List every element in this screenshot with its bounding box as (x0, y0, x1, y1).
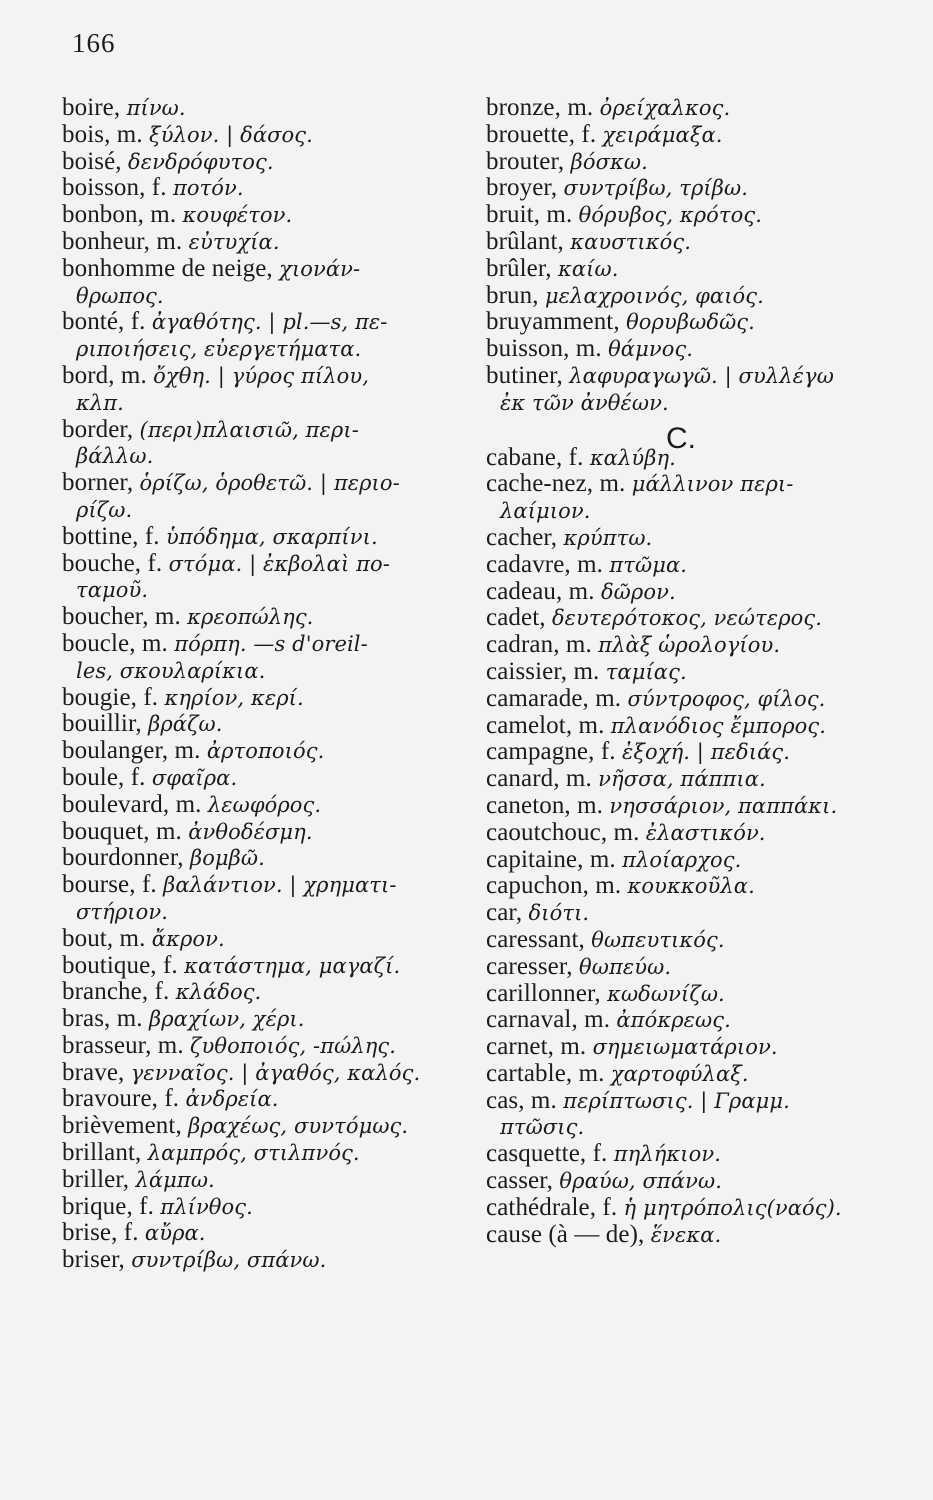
translation: ἀρτοποιός. (206, 739, 325, 764)
translation: ὑπόδημα, σκαρπίνι. (165, 524, 378, 549)
dictionary-entry (486, 847, 901, 874)
translation: πηλήκιον. (613, 1142, 721, 1167)
headword: camelot, m. (486, 711, 611, 739)
dictionary-entry (486, 202, 901, 229)
dictionary-entry (62, 470, 467, 497)
headword: buisson, m. (486, 335, 609, 363)
headword: caoutchouc, m. (486, 818, 646, 846)
translation: βομβῶ. (189, 846, 265, 871)
translation: λαφυραγωγῶ. | συλλέγω (569, 363, 834, 388)
translation: χιονάν- (279, 256, 361, 281)
translation: ριποιήσεις, εὐεργετήματα. (76, 337, 362, 362)
translation: αὔρα. (144, 1221, 206, 1246)
dictionary-entry (62, 1033, 467, 1060)
headword: cathédrale, f. (486, 1193, 624, 1221)
translation: κωδωνίζω. (607, 981, 725, 1006)
translation: πλίνθος. (160, 1194, 253, 1219)
translation: ἀπόκρεως. (616, 1008, 731, 1033)
dictionary-entry (486, 1195, 901, 1222)
section-letter: C. (666, 421, 696, 455)
headword: cadeau, m. (486, 577, 601, 605)
dictionary-entry (486, 579, 901, 606)
translation: καίω. (558, 256, 619, 281)
translation: χειράμαξα. (602, 122, 723, 147)
entry-continuation (62, 283, 467, 310)
dictionary-entry (486, 632, 901, 659)
translation: κλάδος. (175, 980, 262, 1005)
translation: πίνω. (126, 96, 186, 120)
entry-continuation (62, 336, 467, 363)
headword: brun, (486, 281, 545, 309)
dictionary-entry (62, 149, 467, 176)
translation: δενδρόφυτος. (127, 149, 274, 174)
translation: πτῶσις. (500, 1115, 585, 1140)
dictionary-entry (62, 631, 467, 658)
translation: κατάστημα, μαγαζί. (184, 953, 401, 978)
translation: θόρυβος, κρότος. (578, 203, 763, 228)
translation: ταμοῦ. (76, 578, 149, 603)
dictionary-entry (62, 604, 467, 631)
headword: boisson, f. (62, 174, 173, 202)
headword: brouette, f. (486, 120, 603, 148)
headword: bruit, m. (486, 201, 579, 229)
translation: συντρίβω, τρίβω. (563, 176, 748, 201)
dictionary-entry (486, 471, 901, 498)
dictionary-entry (62, 309, 467, 336)
headword: boulanger, m. (62, 737, 207, 765)
dictionary-entry (62, 819, 467, 846)
dictionary-entry (62, 202, 467, 229)
translation: ἀγαθότης. | pl.—s, πε- (151, 310, 388, 335)
headword: capitaine, m. (486, 845, 623, 873)
translation: θραύω, σπάνω. (559, 1169, 722, 1194)
dictionary-entry (486, 336, 901, 363)
dictionary-entry (62, 685, 467, 712)
dictionary-entry (486, 954, 901, 981)
headword: brise, f. (62, 1219, 145, 1247)
dictionary-entry (486, 1088, 901, 1115)
translation: συντρίβω, σπάνω. (131, 1248, 327, 1273)
dictionary-entry (486, 95, 901, 122)
headword: bout, m. (62, 924, 152, 952)
dictionary-entry (62, 1113, 467, 1140)
translation: κουφέτον. (182, 203, 293, 228)
headword: brouter, (486, 147, 571, 175)
dictionary-entry (62, 256, 467, 283)
translation: ἐκ τῶν ἀνθέων. (500, 390, 669, 415)
translation: ἐλαστικόν. (645, 820, 766, 845)
translation: ζυθοποιός, -πώλης. (190, 1033, 397, 1058)
translation: μελαχροινός, φαιός. (544, 283, 764, 308)
translation: θωπευτικός. (591, 927, 725, 952)
headword: brillant, (62, 1139, 148, 1167)
headword: border, (62, 415, 140, 443)
headword: brièvement, (62, 1112, 189, 1140)
headword: boulevard, m. (62, 790, 208, 818)
dictionary-entry (62, 711, 467, 738)
translation: λαίμιον. (500, 499, 591, 524)
headword: campagne, f. (486, 738, 622, 766)
headword: caneton, m. (486, 791, 610, 819)
headword: brûlant, (486, 227, 571, 255)
headword: brique, f. (62, 1192, 161, 1220)
headword: bonté, f. (62, 308, 152, 336)
dictionary-entry (486, 175, 901, 202)
dictionary-entry (62, 1247, 467, 1274)
headword: camarade, m. (486, 684, 628, 712)
dictionary-entry (486, 1061, 901, 1088)
dictionary-entry (486, 900, 901, 927)
headword: cabane, f. (486, 443, 590, 471)
headword: carnet, m. (486, 1033, 593, 1061)
dictionary-entry (62, 872, 467, 899)
dictionary-entry (486, 686, 901, 713)
headword: boisé, (62, 147, 128, 175)
dictionary-entry (486, 256, 901, 283)
headword: branche, f. (62, 978, 176, 1006)
translation: στόμα. | ἐκβολαὶ πο- (168, 551, 390, 576)
headword: casser, (486, 1167, 560, 1195)
headword: bourse, f. (62, 871, 164, 899)
translation: πλανόδιος ἔμπορος. (610, 713, 827, 738)
dictionary-entry (486, 981, 901, 1008)
translation: στήριον. (76, 899, 168, 924)
dictionary-entry (486, 1222, 901, 1249)
translation: πόρπη. —s d'oreil- (174, 631, 368, 656)
headword: bras, m. (62, 1005, 149, 1033)
dictionary-entry (62, 845, 467, 872)
headword: bruyamment, (486, 308, 627, 336)
translation: κουκκοῦλα. (627, 874, 755, 899)
translation: δῶρον. (600, 579, 676, 604)
translation: εὐτυχία. (188, 229, 280, 254)
dictionary-entry (62, 1060, 467, 1087)
translation: καλύβη. (589, 445, 676, 470)
headword: bouche, f. (62, 549, 169, 577)
dictionary-entry (486, 552, 901, 579)
entry-continuation (62, 899, 467, 926)
dictionary-entry (62, 524, 467, 551)
headword: canard, m. (486, 765, 599, 793)
dictionary-entry (486, 873, 901, 900)
entry-continuation (62, 658, 467, 685)
dictionary-entry (62, 122, 467, 149)
headword: boule, f. (62, 763, 152, 791)
headword: carillonner, (486, 979, 608, 1007)
right-column (486, 95, 901, 1248)
translation: βραχέως, συντόμως. (188, 1114, 409, 1139)
translation: νῆσσα, πάππια. (598, 767, 766, 792)
dictionary-entry (62, 953, 467, 980)
dictionary-entry (62, 95, 467, 122)
headword: cacher, (486, 523, 564, 551)
entry-continuation (62, 577, 467, 604)
dictionary-entry (486, 605, 901, 632)
translation: λαμπρός, στιλπνός. (147, 1141, 360, 1166)
translation: ἡ μητρόπολις(ναός). (623, 1195, 842, 1220)
translation: ἄκρον. (151, 926, 225, 951)
dictionary-entry (62, 363, 467, 390)
dictionary-entry (62, 738, 467, 765)
translation: μάλλινον περι- (631, 472, 794, 497)
translation: λάμπω. (135, 1167, 215, 1192)
translation: ὁρίζω, ὁροθετῶ. | περιο- (139, 471, 400, 496)
headword: cadet, (486, 604, 552, 632)
dictionary-entry (62, 1140, 467, 1167)
headword: brave, (62, 1058, 131, 1086)
headword: cas, m. (486, 1086, 564, 1114)
headword: butiner, (486, 361, 570, 389)
headword: bois, m. (62, 120, 150, 148)
entry-continuation (62, 497, 467, 524)
headword: broyer, (486, 174, 564, 202)
translation: κρύπτω. (563, 525, 653, 550)
translation: γενναῖος. | ἀγαθός, καλός. (130, 1060, 421, 1085)
dictionary-entry (62, 175, 467, 202)
dictionary-entry (486, 309, 901, 336)
headword: bord, m. (62, 361, 154, 389)
dictionary-entry (486, 739, 901, 766)
translation: διότι. (528, 901, 590, 926)
translation: ἀνθοδέσμη. (188, 819, 313, 844)
dictionary-entry (486, 363, 901, 390)
dictionary-entry (62, 417, 467, 444)
translation: ὀρείχαλκος. (599, 96, 731, 120)
translation: πλὰξ ὡρολογίου. (598, 633, 781, 658)
dictionary-entry (486, 1007, 901, 1034)
dictionary-entry (486, 229, 901, 256)
translation: δευτερότοκος, νεώτερος. (551, 606, 823, 631)
dictionary-entry (486, 283, 901, 310)
headword: carnaval, m. (486, 1006, 617, 1034)
translation: ταμίας. (605, 659, 687, 684)
translation: θάμνος. (608, 337, 694, 362)
dictionary-entry (486, 525, 901, 552)
headword: caissier, m. (486, 657, 606, 685)
dictionary-entry (62, 1194, 467, 1221)
left-column (62, 95, 467, 1274)
headword: bottine, f. (62, 522, 166, 550)
headword: cache-nez, m. (486, 470, 632, 498)
dictionary-entry (486, 793, 901, 820)
headword: capuchon, m. (486, 872, 628, 900)
headword: brûler, (486, 254, 558, 282)
translation: θορυβωδῶς. (626, 310, 755, 335)
translation: θρωπος. (76, 283, 164, 308)
translation: κηρίον, κερί. (164, 685, 304, 710)
headword: boutique, f. (62, 951, 185, 979)
translation: πτῶμα. (609, 552, 688, 577)
headword: bourdonner, (62, 844, 190, 872)
dictionary-entry (486, 659, 901, 686)
translation: σύντροφος, φίλος. (627, 686, 826, 711)
translation: περίπτωσις. | Γραμμ. (563, 1088, 790, 1113)
dictionary-entry (62, 229, 467, 256)
headword: bonbon, m. (62, 201, 183, 229)
entry-continuation (486, 390, 901, 417)
dictionary-entry (486, 1168, 901, 1195)
dictionary-entry (486, 122, 901, 149)
headword: boucle, m. (62, 629, 175, 657)
headword: boucher, m. (62, 603, 188, 631)
headword: cadavre, m. (486, 550, 610, 578)
headword: boire, (62, 94, 127, 121)
translation: θωπεύω. (579, 954, 672, 979)
translation: les, σκουλαρίκια. (76, 658, 266, 683)
translation: νησσάριον, παππάκι. (609, 793, 838, 818)
dictionary-entry (486, 713, 901, 740)
headword: bouillir, (62, 710, 149, 738)
translation: ποτόν. (172, 176, 244, 201)
translation: ἀνδρεία. (185, 1087, 279, 1112)
headword: cartable, m. (486, 1059, 611, 1087)
translation: ὄχθη. | γύρος πίλου, (153, 363, 370, 388)
headword: bonheur, m. (62, 227, 189, 255)
translation: βαλάντιον. | χρηματι- (163, 873, 397, 898)
translation: λεωφόρος. (207, 792, 322, 817)
headword: car, (486, 899, 529, 927)
headword: bouquet, m. (62, 817, 189, 845)
translation: ἕνεκα. (650, 1222, 722, 1247)
translation: ρίζω. (76, 497, 133, 522)
translation: καυστικός. (570, 229, 691, 254)
dictionary-entry (62, 792, 467, 819)
translation: (περι)πλαισιῶ, περι- (139, 417, 359, 442)
translation: βάλλω. (76, 444, 154, 469)
headword: borner, (62, 469, 140, 497)
translation: κρεοπώλης. (187, 605, 314, 630)
headword: briser, (62, 1246, 132, 1274)
headword: cadran, m. (486, 631, 599, 659)
translation: κλπ. (76, 390, 124, 415)
dictionary-entry (486, 1141, 901, 1168)
dictionary-entry (62, 979, 467, 1006)
translation: βόσκω. (570, 149, 648, 174)
translation: πλοίαρχος. (622, 847, 742, 872)
entry-continuation (486, 1114, 901, 1141)
dictionary-entry (486, 1034, 901, 1061)
translation: χαρτοφύλαξ. (610, 1061, 749, 1086)
headword: casquette, f. (486, 1140, 614, 1168)
headword: cause (à — de), (486, 1220, 651, 1248)
dictionary-entry (62, 551, 467, 578)
dictionary-entry (486, 149, 901, 176)
translation: ἐξοχή. | πεδιάς. (621, 740, 791, 765)
dictionary-entry (486, 820, 901, 847)
dictionary-entry (62, 926, 467, 953)
entry-continuation (62, 390, 467, 417)
translation: βράζω. (148, 712, 223, 737)
dictionary-entry (62, 1086, 467, 1113)
entry-continuation (62, 443, 467, 470)
headword: bronze, m. (486, 94, 600, 121)
headword: caresser, (486, 952, 579, 980)
dictionary-entry (486, 927, 901, 954)
page-number: 166 (72, 28, 116, 58)
headword: briller, (62, 1165, 136, 1193)
translation: σφαῖρα. (151, 765, 238, 790)
entry-continuation (486, 498, 901, 525)
dictionary-entry (62, 1167, 467, 1194)
headword: brasseur, m. (62, 1031, 191, 1059)
dictionary-entry (486, 766, 901, 793)
dictionary-entry (62, 765, 467, 792)
headword: bonhomme de neige, (62, 254, 280, 282)
dictionary-entry (62, 1220, 467, 1247)
headword: bougie, f. (62, 683, 165, 711)
headword: bravoure, f. (62, 1085, 186, 1113)
translation: ξύλον. | δάσος. (149, 122, 313, 147)
translation: βραχίων, χέρι. (149, 1007, 305, 1032)
dictionary-entry (62, 1006, 467, 1033)
translation: σημειωματάριον. (592, 1035, 778, 1060)
headword: caressant, (486, 925, 592, 953)
